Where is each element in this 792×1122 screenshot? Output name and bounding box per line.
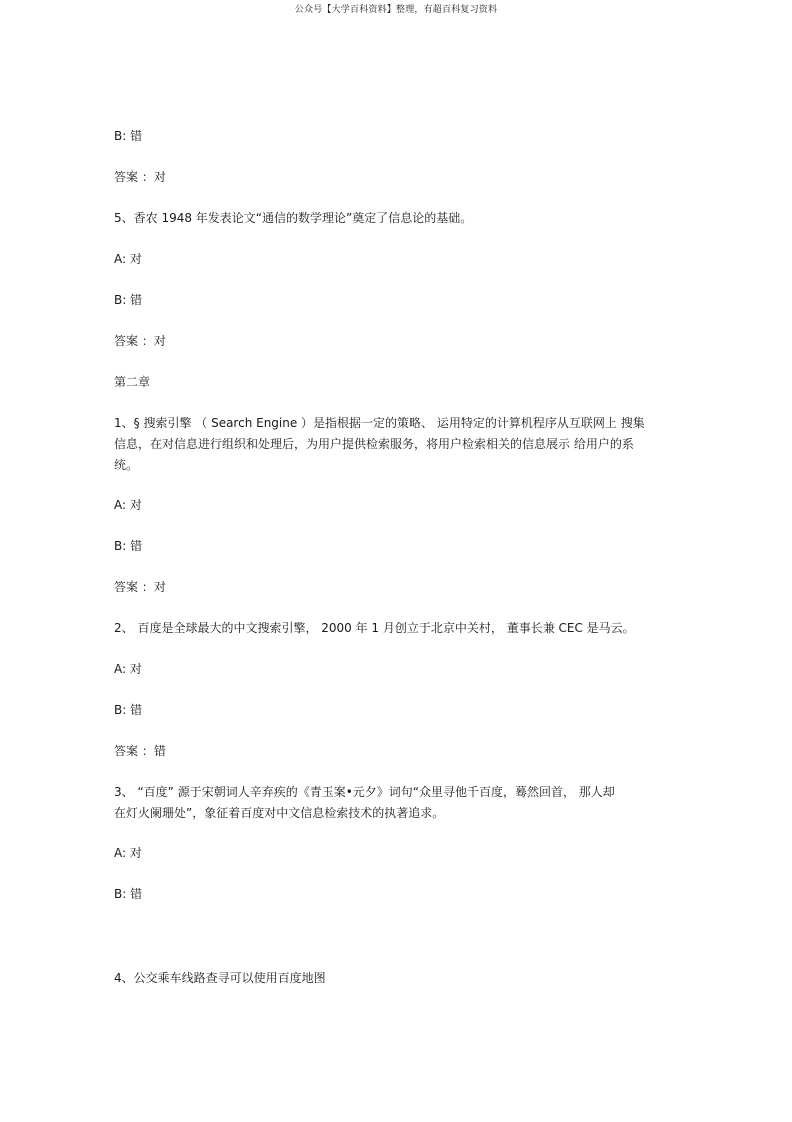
question-1 <box>114 413 662 476</box>
option-a: A: 对 <box>114 846 142 860</box>
question-2: 2、 百度是全球最大的中文搜索引擎， 2000 年 1 月创立于北京中关村， 董事长兼 CEC 是马云。 <box>114 621 635 635</box>
option-b: B: 错 <box>114 703 143 717</box>
chapter-heading: 第二章 <box>114 375 151 389</box>
option-b: B: 错 <box>114 887 143 901</box>
option-a: A: 对 <box>114 498 142 512</box>
answer-line: 答案 ：对 <box>114 334 166 348</box>
answer-line: 答案 ：对 <box>114 580 166 594</box>
option-b: B: 错 <box>114 129 143 143</box>
question-1-line: 信息，在对信息进行组织和处理后，为用户提供检索服务，将用户检索相关的信息展示 给用户的系 <box>114 437 634 451</box>
page-header: 公众号【大学百科资料】整理，有超百科复习资料 <box>294 5 498 15</box>
question-3 <box>114 782 662 824</box>
question-4: 4、公交乘车线路查寻可以使用百度地图 <box>114 971 326 985</box>
option-b: B: 错 <box>114 293 143 307</box>
question-5: 5、香农 1948 年发表论文“通信的数学理论”奠定了信息论的基础。 <box>114 211 473 225</box>
answer-line: 答案 ：对 <box>114 170 166 184</box>
question-3-line: 在灯火阑珊处”，象征着百度对中文信息检索技术的执著追求。 <box>114 806 445 820</box>
option-a: A: 对 <box>114 662 142 676</box>
question-1-line: 1、§ 搜索引擎 （ Search Engine ）是指根据一定的策略、 运用特定的计算机程序从互联网上 搜集 <box>114 416 645 430</box>
option-a: A: 对 <box>114 252 142 266</box>
answer-line: 答案 ：错 <box>114 744 166 758</box>
question-1-line: 统。 <box>114 458 139 472</box>
option-b: B: 错 <box>114 539 143 553</box>
question-3-line: 3、 “百度” 源于宋朝词人辛弃疾的《青玉案•元夕》词句“众里寻他千百度，蓦然回首， 那人却 <box>114 785 615 799</box>
